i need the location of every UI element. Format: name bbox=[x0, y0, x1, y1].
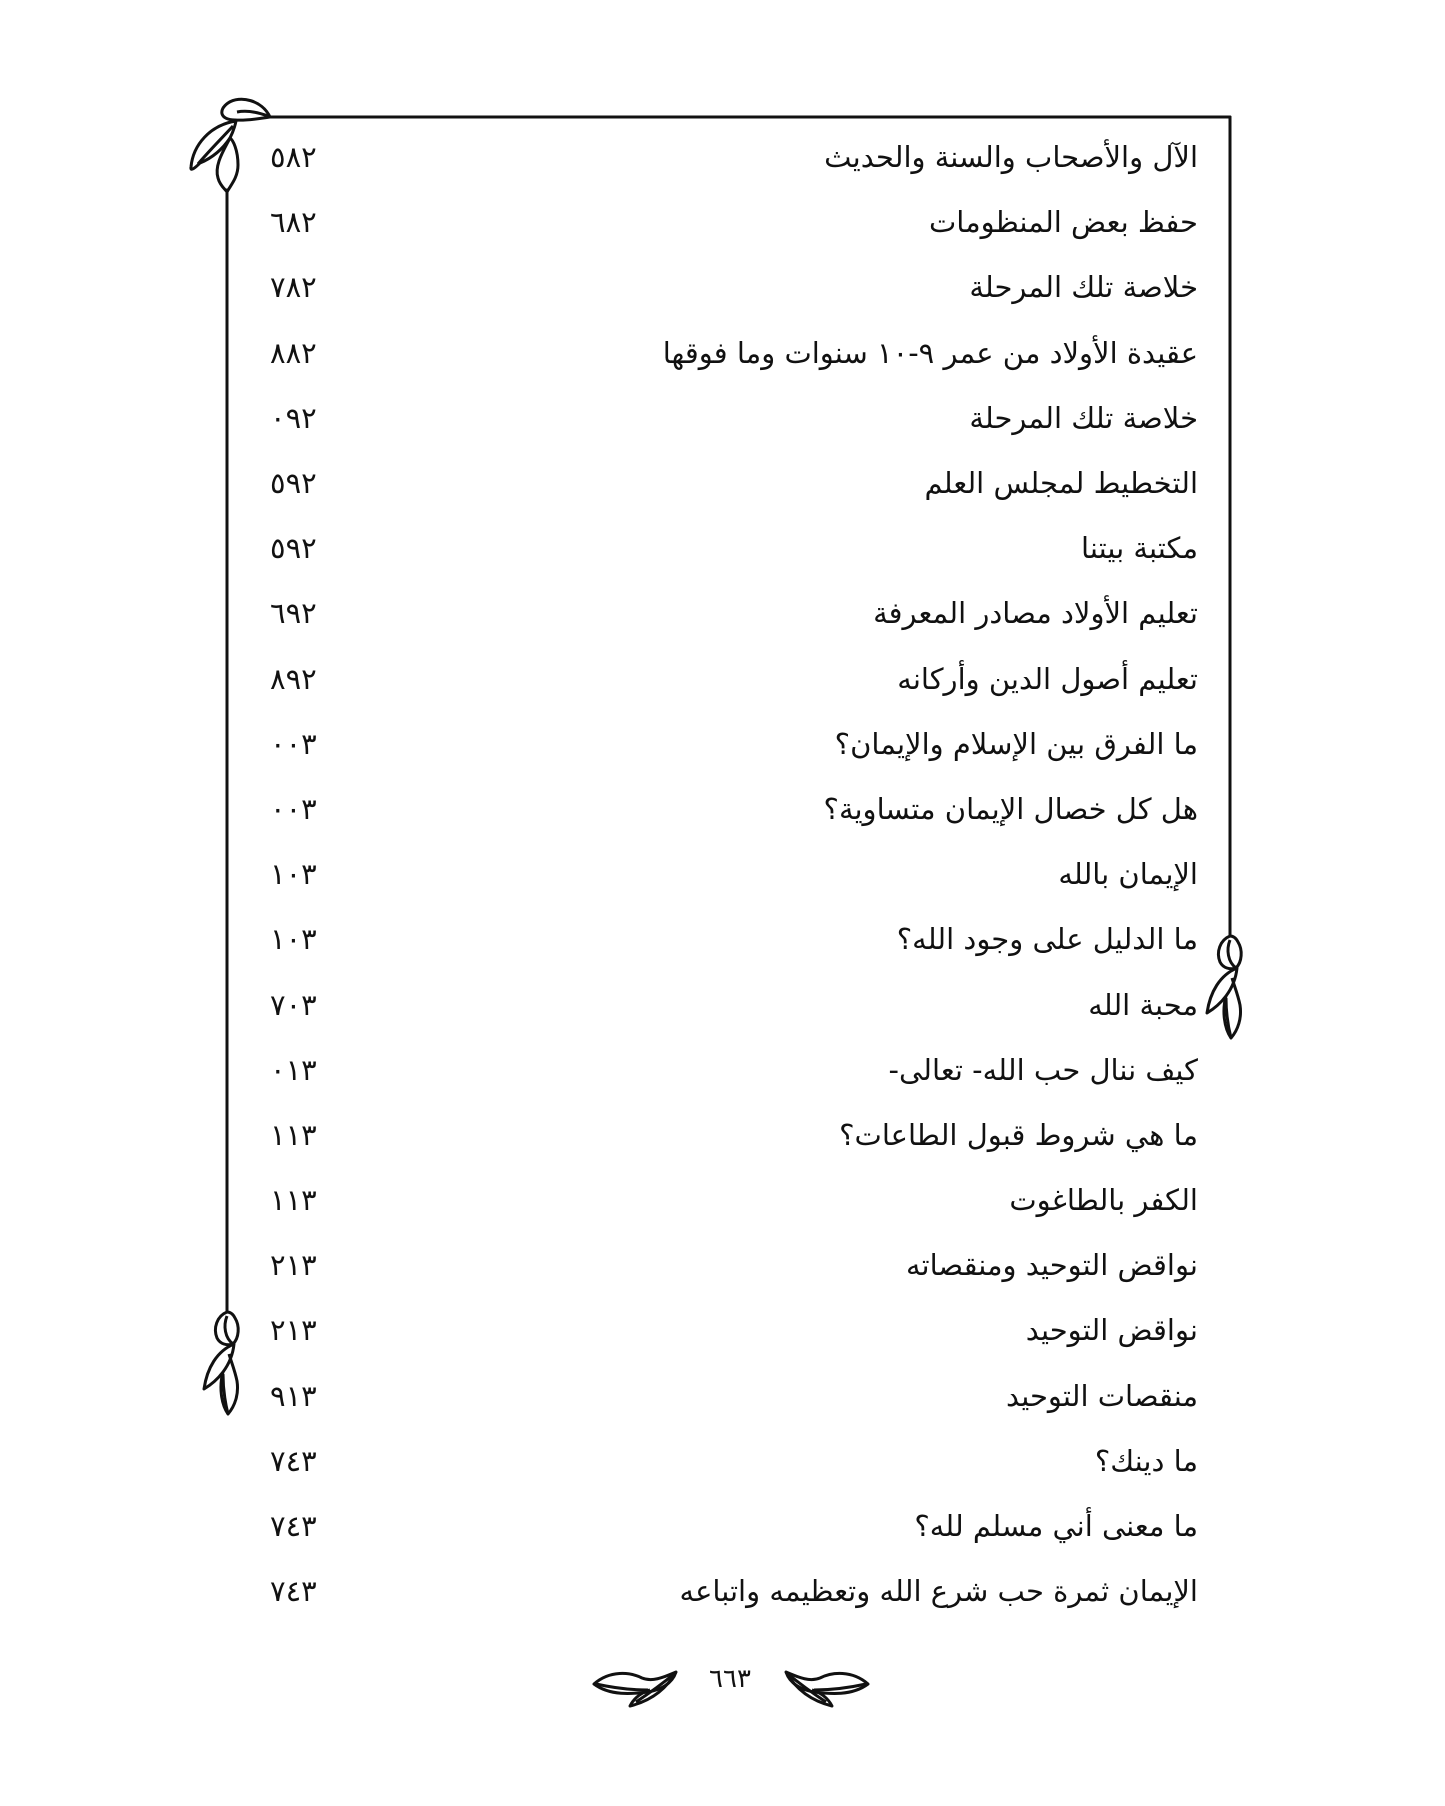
toc-entry-title: نواقض التوحيد bbox=[1025, 1313, 1198, 1348]
toc-page-number: ٢٨٧ bbox=[270, 270, 317, 305]
toc-entry[interactable] bbox=[260, 907, 1200, 972]
leaf-corner-icon bbox=[191, 99, 270, 192]
toc-page-number: ٣١١ bbox=[270, 1183, 317, 1218]
toc-page-number: ٢٩٠ bbox=[270, 400, 317, 435]
toc-entry-title: مكتبة بيتنا bbox=[1081, 531, 1198, 566]
toc-page-number: ٣١٢ bbox=[270, 1248, 317, 1283]
toc-entry-title: الإيمان بالله bbox=[1058, 857, 1198, 892]
toc-entry-title: خلاصة تلك المرحلة bbox=[969, 400, 1198, 435]
toc-page-number: ٢٨٥ bbox=[270, 140, 317, 175]
toc-page-number: ٣١٢ bbox=[270, 1313, 317, 1348]
toc-entry[interactable] bbox=[260, 386, 1200, 451]
toc-entry[interactable] bbox=[260, 451, 1200, 516]
leaf-drop-icon bbox=[1207, 936, 1241, 1038]
toc-entry-title: ما الفرق بين الإسلام والإيمان؟ bbox=[834, 726, 1198, 761]
toc-entry-title: تعليم الأولاد مصادر المعرفة bbox=[873, 596, 1198, 631]
toc-entry[interactable] bbox=[260, 712, 1200, 777]
toc-entry[interactable] bbox=[260, 1103, 1200, 1168]
toc-entry-title: نواقض التوحيد ومنقصاته bbox=[905, 1248, 1198, 1283]
toc-entry-title: ما معنى أني مسلم لله؟ bbox=[914, 1509, 1198, 1544]
toc-entry-title: محبة الله bbox=[1088, 987, 1198, 1022]
toc-page-number: ٢٨٦ bbox=[270, 205, 317, 240]
toc-page-number: ٣٠١ bbox=[270, 857, 317, 892]
toc-entry[interactable] bbox=[260, 1168, 1200, 1233]
toc-entry-title: ما هي شروط قبول الطاعات؟ bbox=[839, 1117, 1198, 1152]
toc-entry-title: هل كل خصال الإيمان متساوية؟ bbox=[823, 791, 1198, 826]
toc-entry[interactable] bbox=[260, 972, 1200, 1037]
toc-entry-title: ما دينك؟ bbox=[1094, 1443, 1198, 1478]
toc-entry[interactable] bbox=[260, 842, 1200, 907]
toc-entry[interactable] bbox=[260, 321, 1200, 386]
toc-page-number: ٣١٩ bbox=[270, 1378, 317, 1413]
toc-page-number: ٣١٠ bbox=[270, 1052, 317, 1087]
toc-page-number: ٢٩٨ bbox=[270, 661, 317, 696]
toc-entry-title: الآل والأصحاب والسنة والحديث bbox=[824, 140, 1198, 175]
toc-entry[interactable] bbox=[260, 1038, 1200, 1103]
toc-entry-title: خلاصة تلك المرحلة bbox=[969, 270, 1198, 305]
leaf-ornament-icon bbox=[590, 1664, 682, 1710]
toc-entry-title: الإيمان ثمرة حب شرع الله وتعظيمه واتباعه bbox=[679, 1574, 1198, 1609]
toc-entry[interactable] bbox=[260, 516, 1200, 581]
toc-page-number: ٣٤٧ bbox=[270, 1509, 317, 1544]
toc-page-number: ٣٠١ bbox=[270, 922, 317, 957]
toc-entry[interactable] bbox=[260, 1494, 1200, 1559]
toc-entry[interactable] bbox=[260, 1233, 1200, 1298]
toc-entry[interactable] bbox=[260, 1364, 1200, 1429]
toc-entry-title: منقصات التوحيد bbox=[1006, 1378, 1198, 1413]
toc-page-number: ٣٠٧ bbox=[270, 987, 317, 1022]
toc-page-number: ٣٤٧ bbox=[270, 1443, 317, 1478]
toc-page-number: ٢٩٦ bbox=[270, 596, 317, 631]
page-number: ٦٦٣ bbox=[709, 1664, 751, 1694]
leaf-ornament-icon bbox=[780, 1664, 872, 1710]
toc-page-number: ٢٩٥ bbox=[270, 531, 317, 566]
toc-page-number: ٣٠٠ bbox=[270, 726, 317, 761]
toc-page-number: ٣٠٠ bbox=[270, 791, 317, 826]
toc-entry[interactable] bbox=[260, 777, 1200, 842]
page-footer bbox=[0, 1660, 1445, 1710]
toc-entry[interactable] bbox=[260, 1559, 1200, 1624]
toc-entry[interactable] bbox=[260, 1298, 1200, 1363]
toc-entry[interactable] bbox=[260, 125, 1200, 190]
toc-page-number: ٢٨٨ bbox=[270, 335, 317, 370]
toc-entry[interactable] bbox=[260, 1429, 1200, 1494]
toc-entry-title: الكفر بالطاغوت bbox=[1009, 1183, 1198, 1218]
toc-list bbox=[260, 125, 1200, 1624]
toc-page-number: ٢٩٥ bbox=[270, 466, 317, 501]
toc-page-number: ٣١١ bbox=[270, 1117, 317, 1152]
toc-entry-title: عقيدة الأولاد من عمر ٩-١٠ سنوات وما فوقها bbox=[662, 335, 1198, 370]
toc-entry-title: حفظ بعض المنظومات bbox=[928, 205, 1198, 240]
toc-entry[interactable] bbox=[260, 581, 1200, 646]
toc-entry-title: كيف ننال حب الله- تعالى- bbox=[888, 1052, 1198, 1087]
toc-entry-title: تعليم أصول الدين وأركانه bbox=[897, 661, 1198, 696]
toc-entry[interactable] bbox=[260, 255, 1200, 320]
leaf-drop-icon bbox=[204, 1312, 238, 1414]
toc-entry[interactable] bbox=[260, 647, 1200, 712]
toc-page-number: ٣٤٧ bbox=[270, 1574, 317, 1609]
toc-entry-title: ما الدليل على وجود الله؟ bbox=[896, 922, 1198, 957]
toc-entry[interactable] bbox=[260, 190, 1200, 255]
toc-entry-title: التخطيط لمجلس العلم bbox=[924, 466, 1198, 501]
